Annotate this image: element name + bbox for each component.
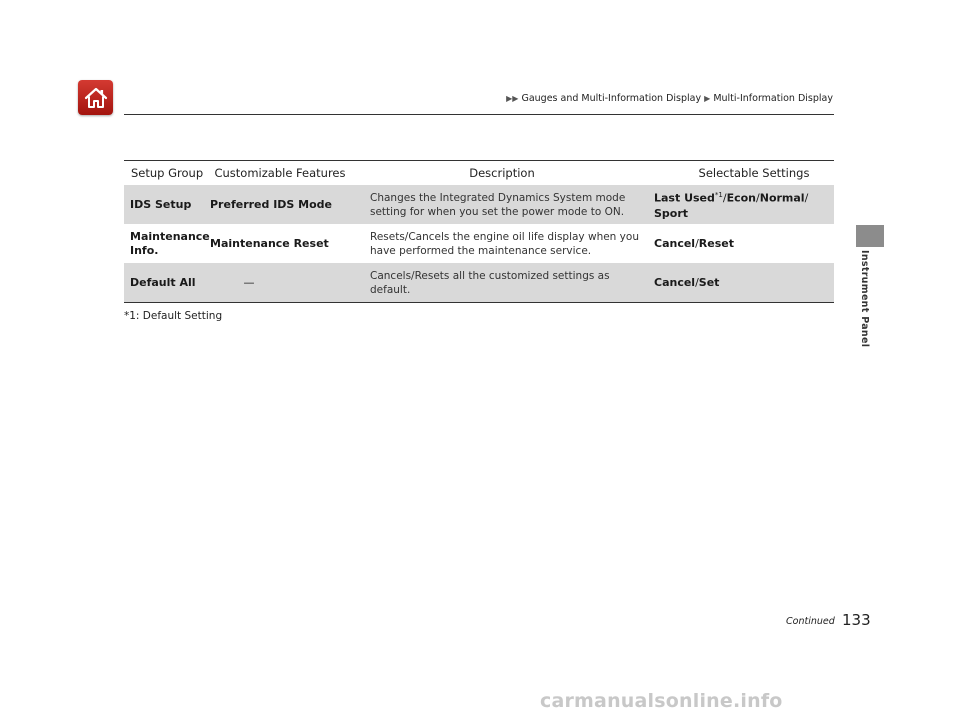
setting-option: Cancel — [654, 237, 696, 250]
settings-cell: Cancel/Set — [654, 276, 720, 289]
setting-option: Reset — [698, 237, 734, 250]
settings-cell: Cancel/Reset — [654, 237, 734, 250]
table-row — [124, 185, 834, 224]
continued-label: Continued — [786, 616, 835, 627]
setup-group-cell: Default All — [130, 275, 196, 289]
table-row — [124, 224, 834, 263]
breadcrumb-item-mid[interactable]: Multi-Information Display — [713, 93, 833, 104]
page-number: 133 — [842, 611, 871, 629]
column-header: Description — [469, 166, 535, 180]
column-header: Customizable Features — [214, 166, 346, 180]
home-icon — [83, 86, 109, 110]
setting-option: Cancel — [654, 276, 696, 289]
section-tab-label: Instrument Panel — [859, 250, 870, 348]
table-header-row — [124, 161, 834, 185]
home-button[interactable] — [78, 80, 113, 115]
breadcrumb-arrow-icon: ▶ — [704, 94, 711, 103]
breadcrumb — [498, 93, 833, 104]
breadcrumb-item-gauges[interactable]: Gauges and Multi-Information Display — [521, 93, 702, 104]
footnote-marker: *1 — [714, 191, 723, 200]
feature-cell: Maintenance Reset — [210, 237, 329, 250]
description-cell: Resets/Cancels the engine oil life display when you have performed the maintenance service. — [370, 230, 639, 257]
footnote: *1: Default Setting — [124, 310, 223, 322]
setting-option: Set — [698, 276, 720, 289]
description-cell: Cancels/Resets all the customized settings as default. — [370, 269, 610, 296]
setting-option: Sport — [654, 206, 689, 220]
setting-option: Normal — [759, 191, 805, 205]
feature-cell — [210, 276, 370, 289]
setting-option: Econ — [726, 191, 757, 205]
section-tab[interactable] — [856, 225, 884, 247]
column-header: Setup Group — [131, 166, 204, 180]
header-divider — [124, 114, 834, 115]
watermark: carmanualsonline.info — [540, 690, 783, 712]
description-cell: Changes the Integrated Dynamics System mode setting for when you set the power mode to ON. — [370, 191, 626, 218]
setting-option: Last Used — [654, 191, 715, 205]
settings-cell: Last Used$^{*1}$/Econ/Normal/ Sport — [654, 191, 809, 220]
setup-group-cell: IDS Setup — [130, 197, 192, 211]
column-header: Selectable Settings — [698, 166, 810, 180]
table-row — [124, 263, 834, 302]
setup-group-cell: Maintenance Info. — [130, 229, 210, 257]
breadcrumb-arrow-icon: ▶▶ — [506, 94, 519, 103]
feature-cell: Preferred IDS Mode — [210, 198, 333, 211]
settings-table — [124, 160, 834, 303]
empty-dash: — — [243, 276, 255, 289]
